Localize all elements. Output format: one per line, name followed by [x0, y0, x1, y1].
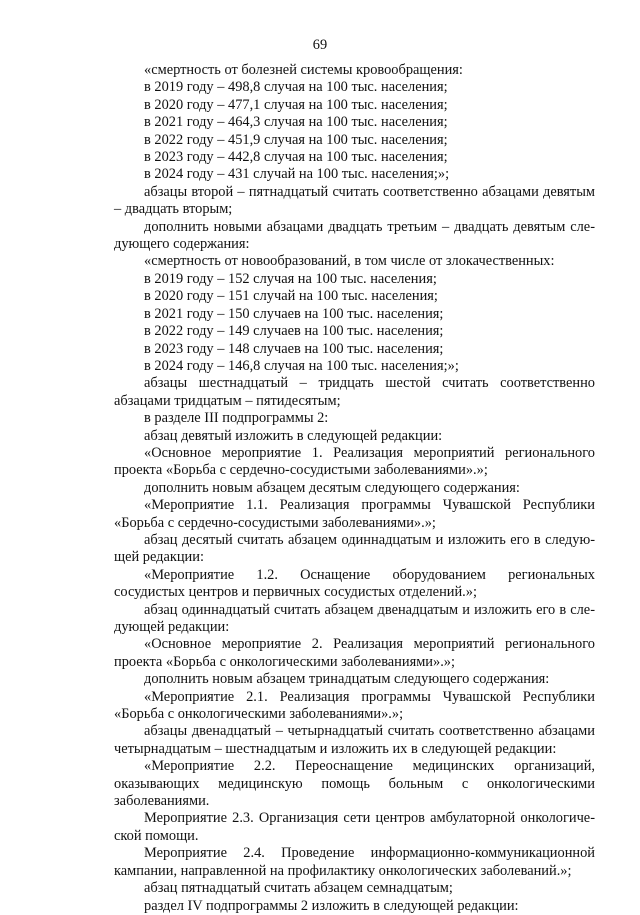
paragraph: Мероприятие 2.4. Проведение информационно-коммуникационной кампании, направленной на профилактику онкологических заболеваний.»; — [114, 845, 595, 879]
paragraph: абзац одиннадцатый считать абзацем двенадцатым и изложить его в следующей редакции: — [114, 601, 595, 635]
paragraph: в 2021 году – 464,3 случая на 100 тыс. населения; — [144, 114, 448, 131]
paragraph: абзац пятнадцатый считать абзацем семнадцатым; — [144, 880, 453, 897]
paragraph: «смертность от болезней системы кровообращения: — [144, 62, 463, 78]
paragraph: в разделе III подпрограммы 2: — [144, 410, 329, 427]
paragraph: «Мероприятие 2.1. Реализация программы Чувашской Республики «Борьба с онкологическими заболеваниями».»; — [114, 688, 595, 723]
paragraph: Мероприятие 2.3. Организация сети центров амбулаторной онкологической помощи. — [114, 810, 595, 844]
paragraph: «Мероприятие 1.1. Реализация программы Чувашской Республики «Борьба с сердечно-сосудистыми заболеваниями».»; — [114, 497, 595, 531]
paragraph: дополнить новым абзацем тринадцатым следующего содержания: — [144, 671, 550, 688]
paragraph: в 2023 году – 442,8 случая на 100 тыс. населения; — [144, 149, 448, 166]
paragraph: в 2024 году – 146,8 случая на 100 тыс. населения;»; — [144, 357, 459, 374]
paragraph: абзацы второй – пятнадцатый считать соответственно абзацами девятым – двадцать вторым; — [114, 183, 595, 218]
paragraph: абзацы шестнадцатый – тридцать шестой считать соответственно абзацами тридцатым – пятидесятым; — [114, 375, 595, 409]
paragraph: в 2020 году – 477,1 случая на 100 тыс. населения; — [144, 96, 448, 113]
paragraph: абзац девятый изложить в следующей редакции: — [144, 427, 443, 444]
paragraph: абзацы двенадцатый – четырнадцатый считать соответственно абзацами четырнадцатым – шестнадцатым и изложить их в следующей редакции: — [114, 723, 595, 757]
paragraph: в 2024 году – 431 случай на 100 тыс. населения;»; — [144, 166, 450, 183]
paragraph: в 2023 году – 148 случаев на 100 тыс. населения; — [144, 340, 444, 357]
paragraph: «Основное мероприятие 2. Реализация мероприятий регионального проекта «Борьба с онкологическими заболеваниями».»; — [114, 636, 595, 670]
paragraph: в 2019 году – 498,8 случая на 100 тыс. населения; — [144, 79, 448, 96]
paragraph: дополнить новым абзацем десятым следующего содержания: — [144, 479, 520, 496]
paragraph: в 2021 году – 150 случаев на 100 тыс. населения; — [144, 305, 444, 322]
document-body — [114, 62, 595, 915]
paragraph: «Основное мероприятие 1. Реализация мероприятий регионального проекта «Борьба с сердечно-сосудистыми заболеваниями».»; — [114, 444, 595, 479]
page-number: 69 — [312, 37, 328, 53]
paragraph: «Мероприятие 2.2. Переоснащение медицинских организаций, оказывающих медицинскую помощь больным с онкологическими заболеваниями. — [114, 758, 595, 810]
paragraph: «Мероприятие 1.2. Оснащение оборудованием региональных сосудистых центров и первичных сосудистых отделений.»; — [114, 566, 595, 601]
paragraph: в 2020 году – 151 случай на 100 тыс. населения; — [144, 288, 438, 305]
paragraph: «смертность от новообразований, в том числе от злокачественных: — [144, 253, 555, 270]
paragraph: в 2019 году – 152 случая на 100 тыс. населения; — [144, 270, 437, 287]
paragraph: абзац десятый считать абзацем одиннадцатым и изложить его в следующей редакции: — [114, 531, 595, 566]
paragraph: в 2022 году – 451,9 случая на 100 тыс. населения; — [144, 131, 448, 148]
paragraph: раздел IV подпрограммы 2 изложить в следующей редакции: — [144, 897, 519, 914]
paragraph: дополнить новыми абзацами двадцать третьим – двадцать девятым следующего содержания: — [114, 218, 595, 253]
paragraph: в 2022 году – 149 случаев на 100 тыс. населения; — [144, 323, 444, 340]
